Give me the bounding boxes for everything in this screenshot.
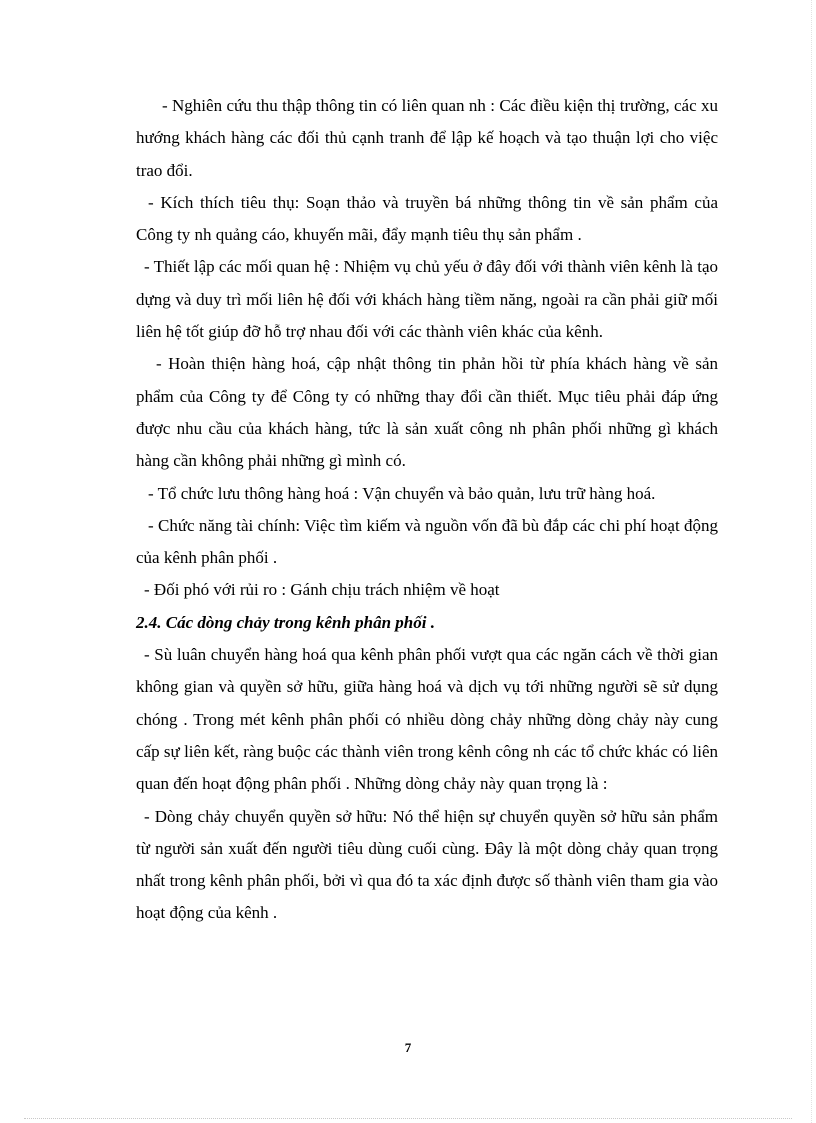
paragraph-ownership-flow: - Dòng chảy chuyển quyền sở hữu: Nó thể hiện sự chuyển quyền sở hữu sản phẩm từ người sản xuất đến người tiêu dùng cuối cùng. Đây là một dòng chảy quan trọng nhất trong kênh phân phối, bởi vì qua đó ta xác định được số thành viên tham gia vào hoạt động của kênh . xyxy=(136,806,718,923)
paragraph-risk: - Đối phó với rủi ro : Gánh chịu trách nhiệm về hoạt xyxy=(144,580,500,600)
paragraph-circulation: - Tổ chức lưu thông hàng hoá : Vận chuyển và bảo quản, lưu trữ hàng hoá. xyxy=(148,483,656,503)
paragraph-stimulate-consumption: - Kích thích tiêu thụ: Soạn thảo và truyền bá những thông tin về sản phẩm của Công ty nh quảng cáo, khuyến mãi, đẩy mạnh tiêu thụ sản phẩm . xyxy=(136,192,718,245)
paragraph-relationships: - Thiết lập các mối quan hệ : Nhiệm vụ chủ yếu ở đây đối với thành viên kênh là tạo dựng và duy trì mối liên hệ đối với khách hàng tiềm năng, ngoài ra cần phải giữ mối liên hệ tốt giúp đỡ hỗ trợ nhau đối với các thành viên khác của kênh. xyxy=(136,257,718,342)
paragraph-finance: - Chức năng tài chính: Việc tìm kiếm và nguồn vốn đã bù đắp các chi phí hoạt động của kênh phân phối . xyxy=(136,515,718,568)
paragraph-research: - Nghiên cứu thu thập thông tin có liên quan nh : Các điều kiện thị trường, các xu hướng khách hàng các đối thủ cạnh tranh để lập kế hoạch và tạo thuận lợi cho việc trao đổi. xyxy=(136,96,718,180)
page-number: 7 xyxy=(404,1040,412,1055)
page-right-border xyxy=(811,0,812,1123)
paragraph-flows-intro: - Sù luân chuyển hàng hoá qua kênh phân phối vượt qua các ngăn cách về thời gian không gian và quyền sở hữu, giữa hàng hoá và dịch vụ tới những người sẽ sử dụng chóng . Trong mét kênh phân phối có nhiều dòng chảy những dòng chảy này cung cấp sự liên kết, ràng buộc các thành viên trong kênh công nh các tổ chức khác có liên quan đến hoạt động phân phối . Những dòng chảy này quan trọng là : xyxy=(136,645,718,794)
section-heading: 2.4. Các dòng chảy trong kênh phân phối . xyxy=(136,612,435,632)
paragraph-product-improvement: - Hoàn thiện hàng hoá, cập nhật thông tin phản hồi từ phía khách hàng về sản phẩm của Công ty để Công ty có những thay đổi cần thiết. Mục tiêu phải đáp ứng được nhu cầu của khách hàng, tức là sản xuất công nh phân phối những gì khách hàng cần không phải những gì mình có. xyxy=(136,354,718,471)
page-body xyxy=(136,90,718,930)
page-bottom-border xyxy=(24,1118,792,1119)
